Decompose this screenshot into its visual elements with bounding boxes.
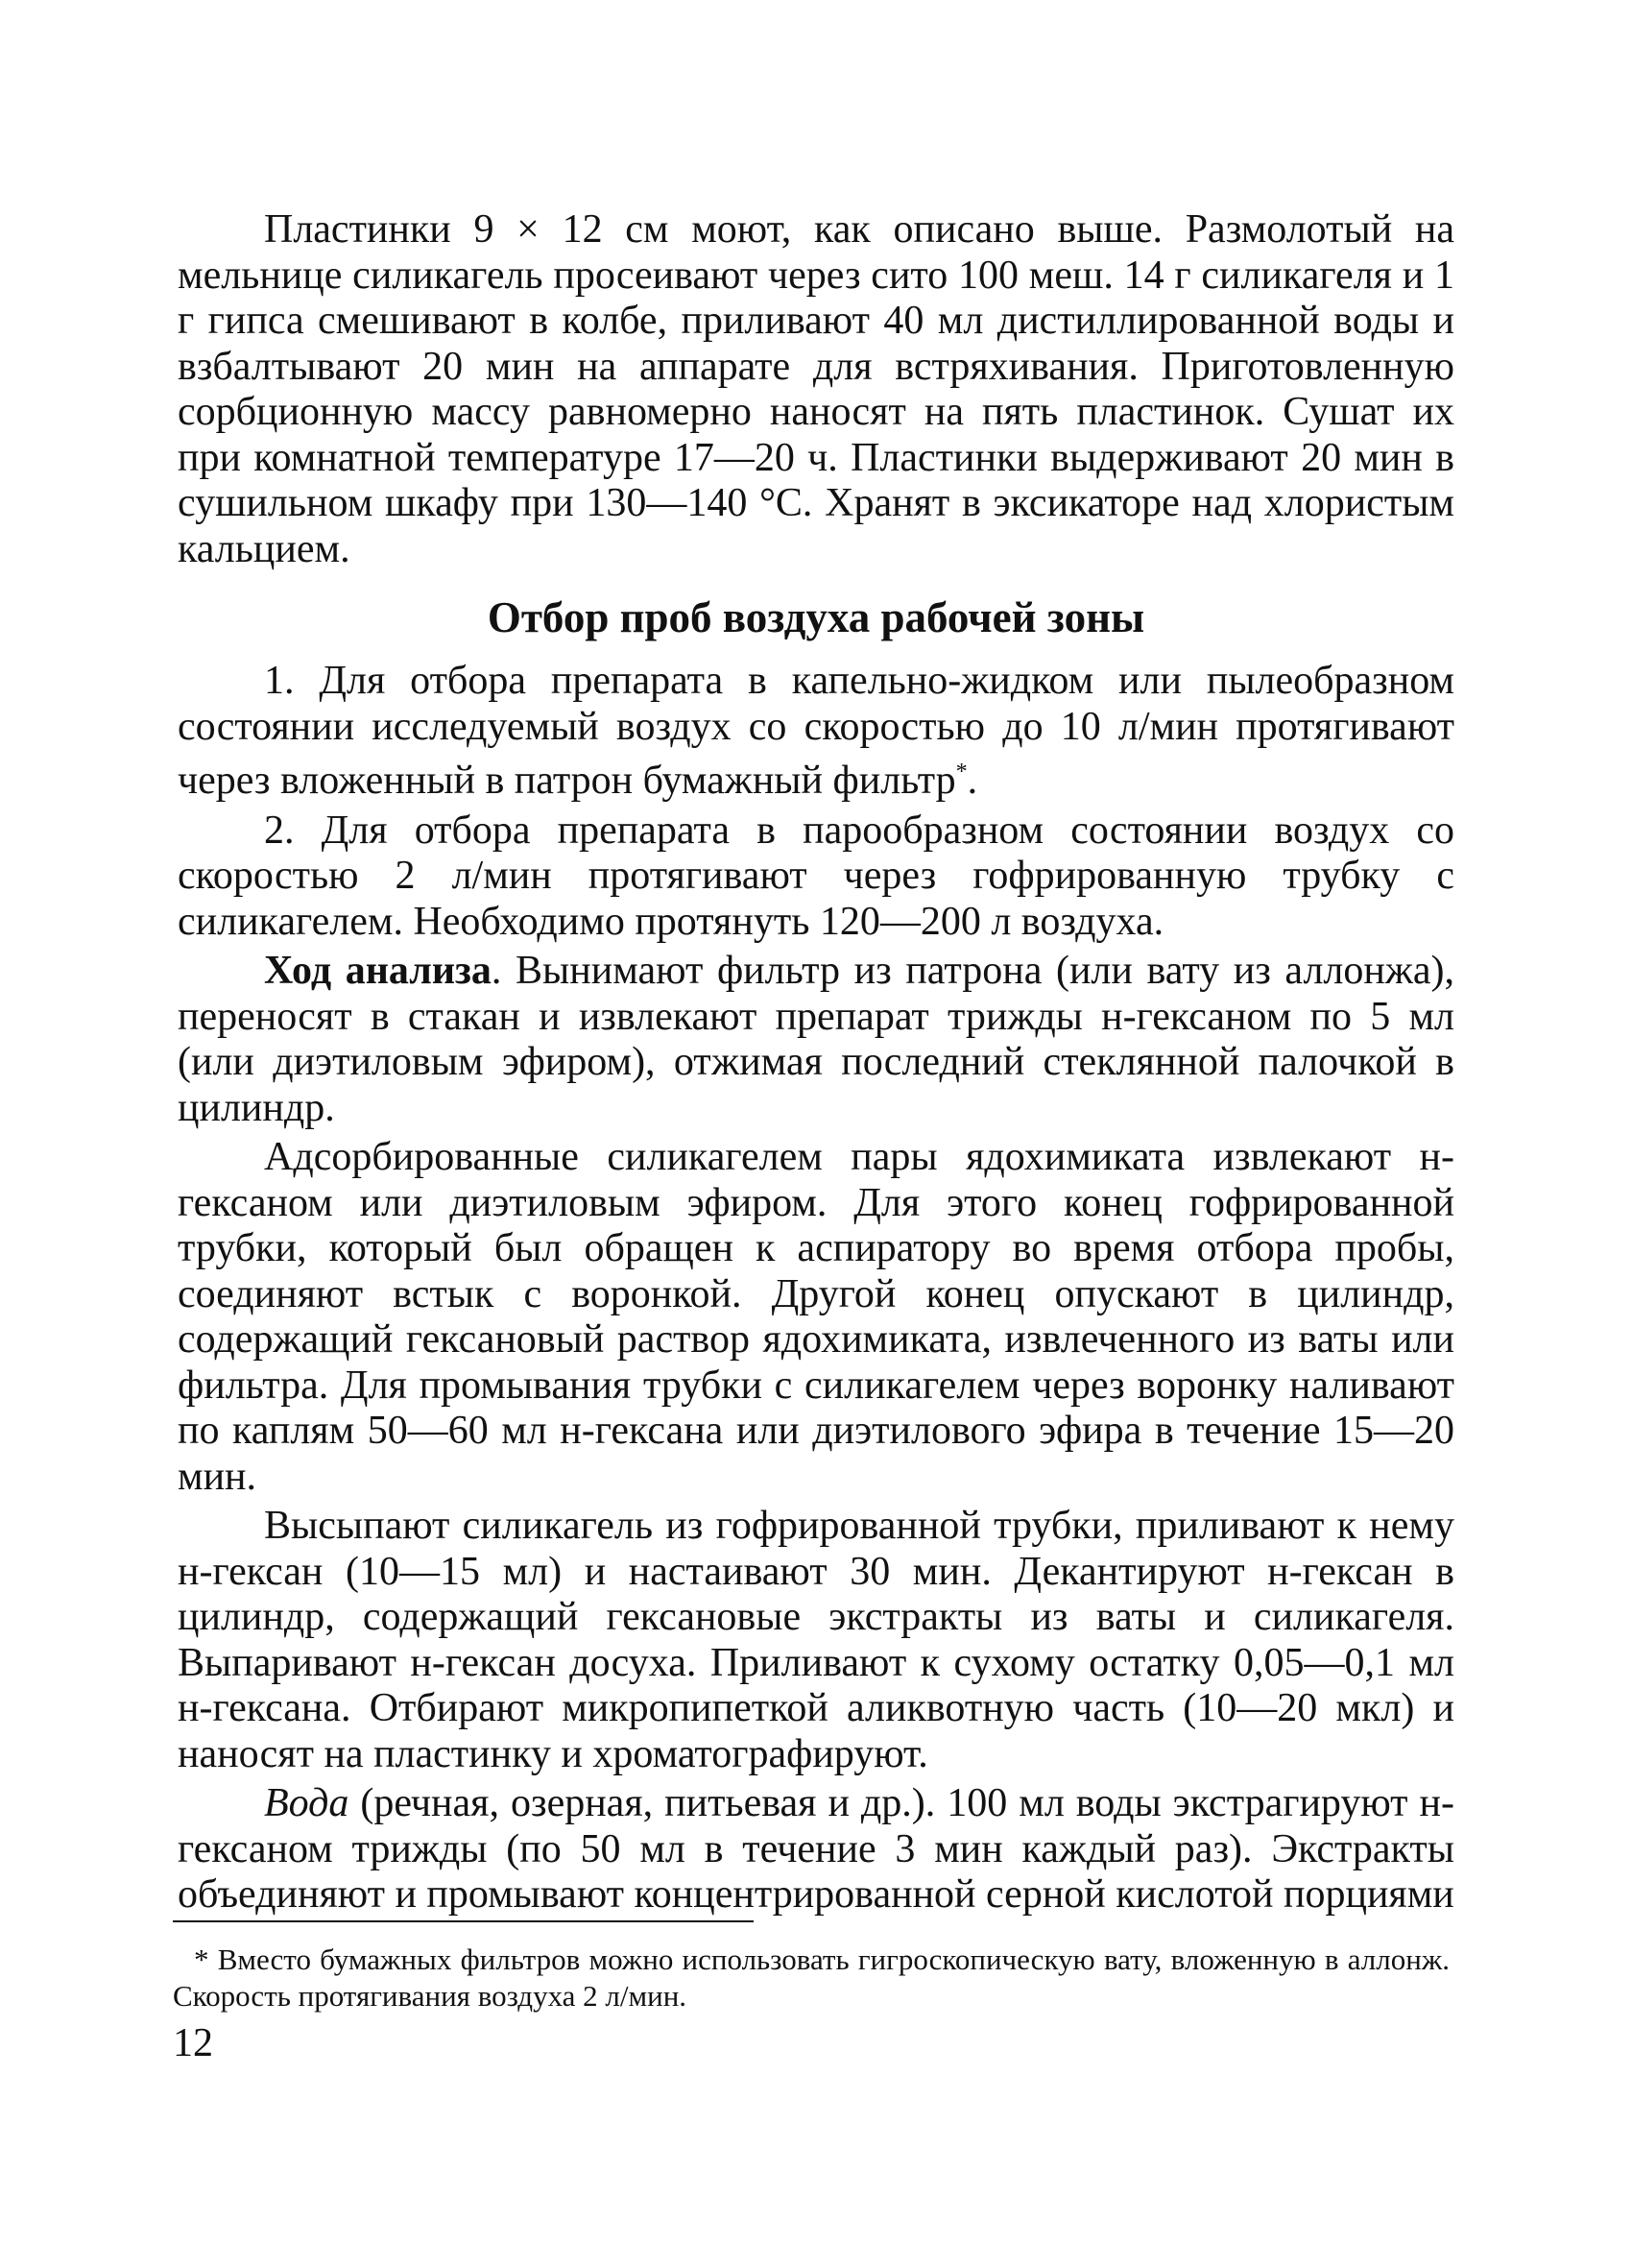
section-heading: Отбор проб воздуха рабочей зоны: [487, 593, 1145, 641]
sampling-paragraph-2: 2. Для отбора препарата в парообразном состоянии воздух со скоростью 2 л/мин протягивают через гофрированную трубку с силикагелем. Необходимо протянуть 120—200 л воздуха.: [178, 808, 1454, 944]
analysis-text: . Вынимают фильтр из патрона (или вату из аллонжа), переносят в стакан и извлекают препарат трижды н-гексаном по 5 мл (или диэтиловым эфиром), отжимая последний стеклянной палочкой в цилиндр.: [178, 949, 1454, 1130]
sampling-p1-text: 1. Для отбора препарата в капельно-жидком или пылеобразном состоянии исследуемый воздух со скоростью до 10 л/мин протягивают через вложенный в патрон бумажный фильтр: [178, 659, 1454, 803]
sampling-paragraph-1: [178, 659, 1454, 805]
page-body: [178, 207, 1454, 1918]
intro-paragraph: Пластинки 9 × 12 см моют, как описано выше. Размолотый на мельнице силикагель просеивают через сито 100 меш. 14 г силикагеля и 1 г гипса смешивают в колбе, приливают 40 мл дистиллированной воды и взбалтывают 20 мин на аппарате для встряхивания. Приготовленную сорбционную массу равномерно наносят на пять пластинок. Сушат их при комнатной температуре 17—20 ч. Пластинки выдерживают 20 мин в сушильном шкафу при 130—140 °С. Хранят в эксикаторе над хлористым кальцием.: [178, 207, 1454, 571]
water-paragraph: [178, 1781, 1454, 1918]
water-lead: Вода: [264, 1781, 349, 1825]
analysis-lead: Ход анализа: [264, 949, 492, 993]
pour-paragraph: Высыпают силикагель из гофрированной трубки, приливают к нему н-гексан (10—15 мл) и настаивают 30 мин. Декантируют н-гексан в цилиндр, содержащий гексановые экстракты из ваты и силикагеля. Выпаривают н-гексан досуха. Приливают к сухому остатку 0,05—0,1 мл н-гексана. Отбирают микропипеткой аликвотную часть (10—20 мкл) и наносят на пластинку и хроматографируют.: [178, 1504, 1454, 1776]
footnote-marker: *: [955, 760, 968, 784]
page-number: 12: [173, 2021, 213, 2065]
sampling-p1-end: .: [967, 759, 978, 803]
analysis-paragraph: [178, 949, 1454, 1131]
adsorbed-paragraph: Адсорбированные силикагелем пары ядохимиката извлекают н-гексаном или диэтиловым эфиром. Для этого конец гофрированной трубки, который был обращен к аспиратору во время отбора пробы, соединяют встык с воронкой. Другой конец опускают в цилиндр, содержащий гексановый раствор ядохимиката, извлеченного из ваты или фильтра. Для промывания трубки с силикагелем через воронку наливают по каплям 50—60 мл н-гексана или диэтилового эфира в течение 15—20 мин.: [178, 1135, 1454, 1499]
water-text: (речная, озерная, питьевая и др.). 100 мл воды экстрагируют н-гексаном трижды (по 50 мл в течение 3 мин каждый раз). Экстракты объединяют и промывают концентрированной серной кислотой порциями: [178, 1781, 1454, 1917]
footnote: * Вместо бумажных фильтров можно использовать гигроскопическую вату, вложенную в аллонж. Скорость протягивания воздуха 2 л/мин.: [173, 1942, 1450, 2013]
footnote-divider: [173, 1920, 754, 1922]
